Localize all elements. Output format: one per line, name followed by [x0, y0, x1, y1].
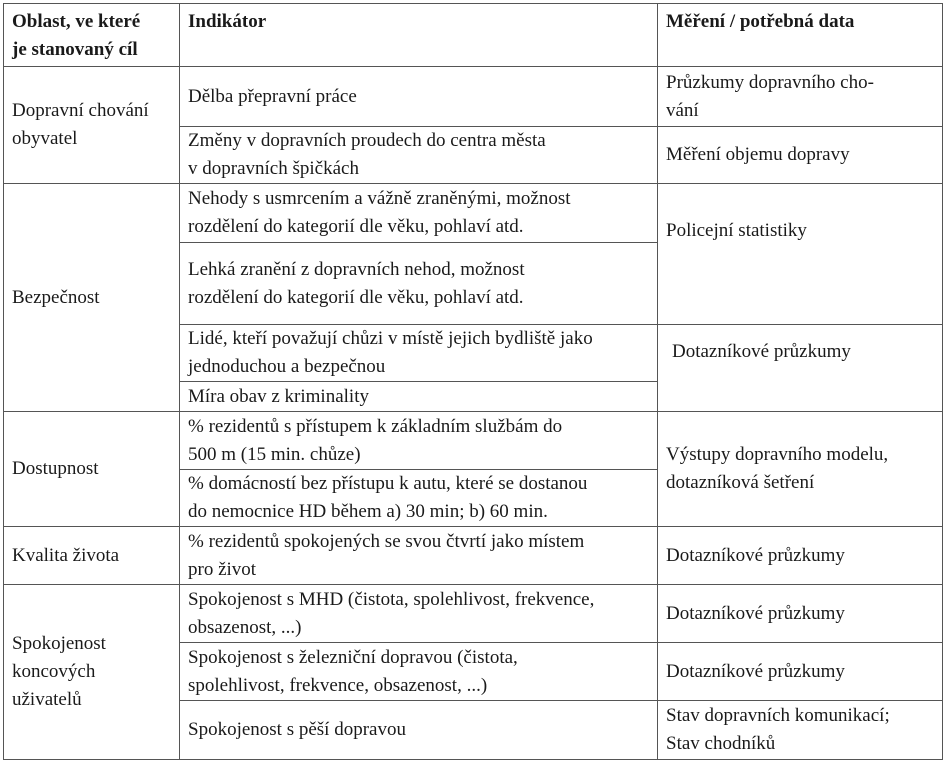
table-row: [4, 527, 943, 585]
header-indicator: Indikátor: [180, 4, 658, 67]
indicator-cell: Spokojenost s železniční dopravou (čistota, spolehlivost, frekvence, obsazenost, ...): [180, 643, 658, 701]
indicator-cell: Lidé, kteří považují chůzi v místě jejich bydliště jako jednoduchou a bezpečnou: [180, 325, 658, 382]
table-row: [4, 67, 943, 127]
table-header-row: [4, 4, 943, 67]
measurement-cell: Dotazníkové průzkumy: [658, 643, 943, 701]
indicator-cell: % rezidentů s přístupem k základním službám do 500 m (15 min. chůze): [180, 412, 658, 470]
measurement-cell: Stav dopravních komunikací; Stav chodníků: [658, 701, 943, 760]
area-cell: Dopravní chování obyvatel: [4, 67, 180, 184]
indicator-cell: Změny v dopravních proudech do centra města v dopravních špičkách: [180, 127, 658, 184]
measurement-cell: Dotazníkové průzkumy: [658, 325, 943, 412]
header-measurement: Měření / potřebná data: [658, 4, 943, 67]
indicator-table: [3, 3, 943, 760]
measurement-cell: Policejní statistiky: [658, 184, 943, 325]
indicator-cell: Spokojenost s pěší dopravou: [180, 701, 658, 760]
area-cell: Dostupnost: [4, 412, 180, 527]
table-row: [4, 585, 943, 643]
measurement-cell: Dotazníkové průzkumy: [658, 527, 943, 585]
indicator-cell: Lehká zranění z dopravních nehod, možnost rozdělení do kategorií dle věku, pohlaví atd.: [180, 243, 658, 325]
indicator-cell: % domácností bez přístupu k autu, které se dostanou do nemocnice HD během a) 30 min; b) 60 min.: [180, 470, 658, 527]
indicator-cell: Dělba přepravní práce: [180, 67, 658, 127]
area-cell: Spokojenost koncových uživatelů: [4, 585, 180, 760]
header-area: Oblast, ve které je stanovaný cíl: [4, 4, 180, 67]
indicator-cell: Spokojenost s MHD (čistota, spolehlivost, frekvence, obsazenost, ...): [180, 585, 658, 643]
measurement-cell: Průzkumy dopravního cho- vání: [658, 67, 943, 127]
area-cell: Bezpečnost: [4, 184, 180, 412]
measurement-cell: Výstupy dopravního modelu, dotazníková šetření: [658, 412, 943, 527]
area-cell: Kvalita života: [4, 527, 180, 585]
indicator-cell: Nehody s usmrcením a vážně zraněnými, možnost rozdělení do kategorií dle věku, pohlaví atd.: [180, 184, 658, 243]
measurement-cell: Měření objemu dopravy: [658, 127, 943, 184]
table-row: [4, 184, 943, 243]
measurement-cell: Dotazníkové průzkumy: [658, 585, 943, 643]
indicator-cell: Míra obav z kriminality: [180, 382, 658, 412]
table-row: [4, 412, 943, 470]
indicator-cell: % rezidentů spokojených se svou čtvrtí jako místem pro život: [180, 527, 658, 585]
